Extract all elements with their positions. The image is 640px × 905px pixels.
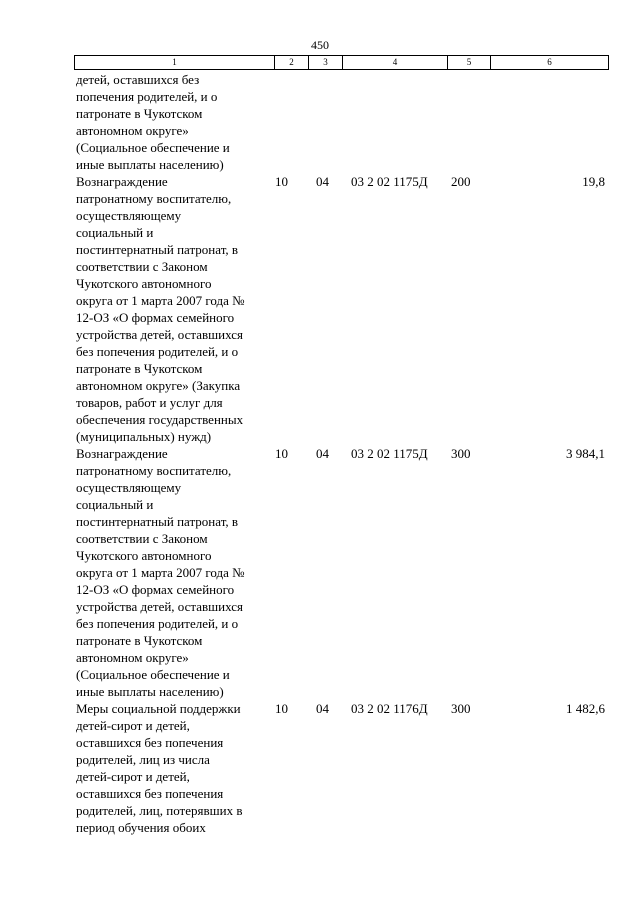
row-section: 10 [275,446,288,461]
row-name-line: социальный и [76,497,154,512]
row-target-article: 03 2 02 1176Д [351,701,428,716]
row-name-line: автономном округе» [76,650,189,665]
row-amount [490,71,607,173]
row-name-line: родителей, лиц, потерявших в [76,803,243,818]
row-subsection: 04 [316,174,329,189]
row-name-line: период обучения обоих [76,820,206,835]
row-name-line: устройства детей, оставшихся [76,327,243,342]
row-name-line: (Социальное обеспечение и [76,667,230,682]
row-target-article: 03 2 02 1175Д [351,174,428,189]
row-name-line: Вознаграждение [76,174,168,189]
row-name-line: оставшихся без попечения [76,786,224,801]
row-target-article [342,71,447,173]
row-name-line: обеспечения государственных [76,412,244,427]
column-header-6: 6 [547,57,552,67]
row-name-line: детей-сирот и детей, [76,769,190,784]
row-name-line: патронате в Чукотском [76,633,203,648]
row-name-line: соответствии с Законом [76,531,208,546]
row-name-line: попечения родителей, и о [76,89,218,104]
row-subsection: 04 [316,446,329,461]
row-name-line: соответствии с Законом [76,259,208,274]
row-subsection: 04 [316,701,329,716]
row-name-line: (муниципальных) нужд) [76,429,212,444]
row-name-line: социальный и [76,225,154,240]
row-name-line: округа от 1 марта 2007 года № [76,293,245,308]
column-header-2: 2 [275,56,309,69]
row-name-line: патронате в Чукотском [76,361,203,376]
page-number: 450 [311,38,329,52]
row-name-line: устройства детей, оставшихся [76,599,243,614]
row-target-article: 03 2 02 1175Д [351,446,428,461]
row-name-line: иные выплаты населению) [76,684,224,699]
table-row [74,173,607,445]
row-name-line: иные выплаты населению) [76,157,224,172]
row-expense-type [447,71,490,173]
row-section: 10 [275,701,288,716]
table-row [74,445,607,700]
row-name [74,445,274,700]
row-name-line: оставшихся без попечения [76,735,224,750]
row-name-line: патронате в Чукотском [76,106,203,121]
table-row [74,71,607,173]
row-subsection [308,71,342,173]
row-amount: 1 482,6 [566,701,605,716]
row-name-line: постинтернатный патронат, в [76,242,239,257]
column-header-3: 3 [309,56,343,69]
row-expense-type: 300 [451,701,471,716]
row-name-line: Чукотского автономного [76,276,212,291]
row-name-line: 12-ОЗ «О формах семейного [76,582,235,597]
table-header [74,55,609,70]
row-name-line: патронатному воспитателю, [76,463,232,478]
row-name-line: без попечения родителей, и о [76,344,239,359]
row-name-line: автономном округе» (Закупка [76,378,241,393]
row-name-line: патронатному воспитателю, [76,191,232,206]
row-expense-type: 200 [451,174,471,189]
row-name-line: осуществляющему [76,208,182,223]
row-name [74,173,274,445]
row-name-line: Чукотского автономного [76,548,212,563]
row-name [74,71,274,173]
row-name-line: без попечения родителей, и о [76,616,239,631]
column-header-5: 5 [448,56,491,69]
row-name-line: автономном округе» [76,123,189,138]
row-section [274,71,308,173]
row-name-line: Меры социальной поддержки [76,701,241,716]
column-header-4: 4 [343,56,448,69]
row-name-line: детей-сирот и детей, [76,718,190,733]
column-header-1: 1 [75,56,275,69]
table-body [74,71,607,836]
row-name-line: товаров, работ и услуг для [76,395,223,410]
row-name-line: родителей, лиц из числа [76,752,210,767]
row-name-line: округа от 1 марта 2007 года № [76,565,245,580]
row-amount: 3 984,1 [566,446,605,461]
row-name-line: постинтернатный патронат, в [76,514,239,529]
row-name-line: 12-ОЗ «О формах семейного [76,310,235,325]
row-section: 10 [275,174,288,189]
row-name [74,700,274,836]
row-expense-type: 300 [451,446,471,461]
row-name-line: детей, оставшихся без [76,72,200,87]
table-row [74,700,607,836]
row-name-line: Вознаграждение [76,446,168,461]
row-amount: 19,8 [582,174,605,189]
row-name-line: (Социальное обеспечение и [76,140,230,155]
row-name-line: осуществляющему [76,480,182,495]
